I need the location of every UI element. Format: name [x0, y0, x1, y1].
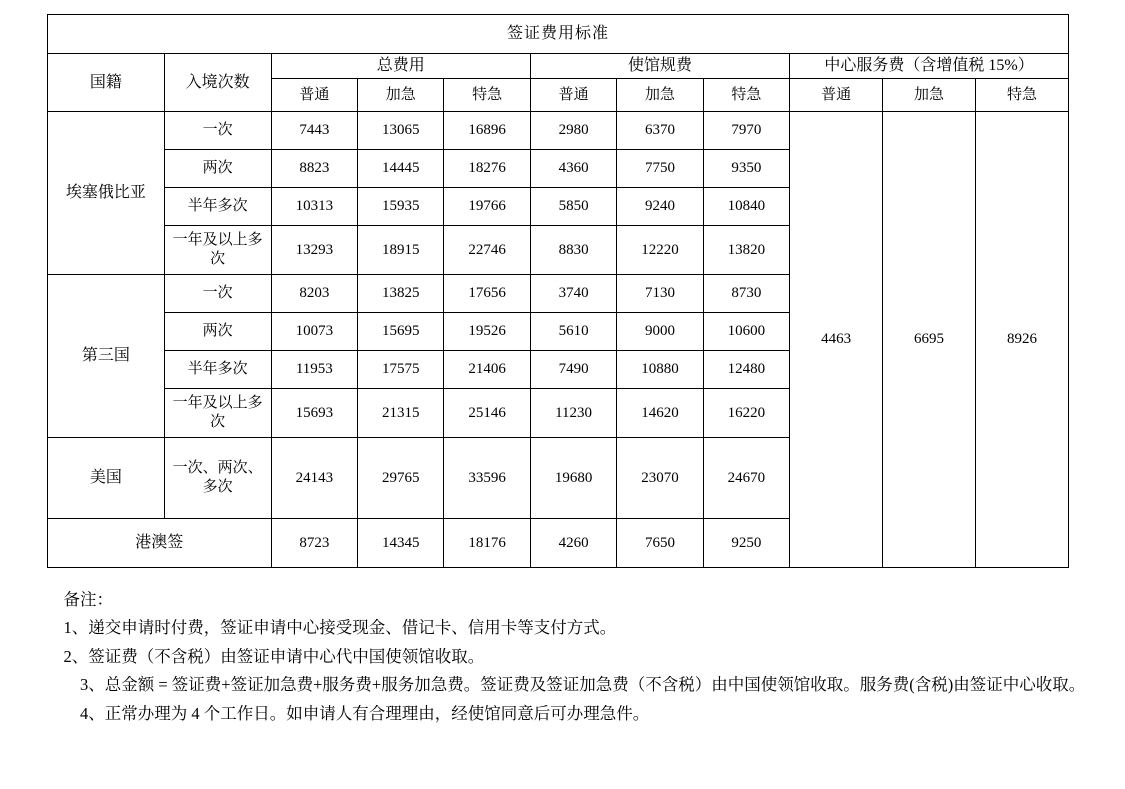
header-embassy-fee: 使馆规费 — [530, 54, 789, 79]
embassy-express: 23070 — [617, 438, 703, 519]
nationality-cell: 美国 — [48, 438, 165, 519]
embassy-normal: 19680 — [530, 438, 616, 519]
total-urgent: 19526 — [444, 313, 530, 351]
embassy-normal: 4360 — [530, 150, 616, 188]
total-normal: 8723 — [271, 519, 357, 568]
header-row-main — [48, 54, 1069, 79]
entries-cell: 一年及以上多次 — [164, 389, 271, 438]
entries-cell: 两次 — [164, 313, 271, 351]
total-express: 14445 — [358, 150, 444, 188]
entries-cell: 一次、两次、多次 — [164, 438, 271, 519]
embassy-urgent: 7970 — [703, 112, 789, 150]
embassy-express: 9240 — [617, 188, 703, 226]
visa-fee-table-wrapper — [47, 14, 1069, 568]
total-express: 15935 — [358, 188, 444, 226]
total-normal: 15693 — [271, 389, 357, 438]
embassy-express: 7130 — [617, 275, 703, 313]
total-urgent: 19766 — [444, 188, 530, 226]
header-center-urgent: 特急 — [975, 79, 1068, 112]
total-urgent: 18176 — [444, 519, 530, 568]
table-row — [48, 112, 1069, 150]
embassy-express: 9000 — [617, 313, 703, 351]
header-total-urgent: 特急 — [444, 79, 530, 112]
entries-cell: 一次 — [164, 275, 271, 313]
entries-cell: 一次 — [164, 112, 271, 150]
embassy-express: 7750 — [617, 150, 703, 188]
embassy-urgent: 10840 — [703, 188, 789, 226]
embassy-normal: 5610 — [530, 313, 616, 351]
total-normal: 7443 — [271, 112, 357, 150]
table-title: 签证费用标准 — [48, 15, 1069, 54]
embassy-normal: 7490 — [530, 351, 616, 389]
page-right-margin — [1110, 0, 1125, 789]
total-express: 29765 — [358, 438, 444, 519]
embassy-urgent: 16220 — [703, 389, 789, 438]
note-item-4: 4、正常办理为 4 个工作日。如申请人有合理理由，经使馆同意后可办理急件。 — [80, 703, 650, 723]
header-embassy-urgent: 特急 — [703, 79, 789, 112]
total-normal: 24143 — [271, 438, 357, 519]
embassy-normal: 5850 — [530, 188, 616, 226]
embassy-express: 7650 — [617, 519, 703, 568]
header-entries: 入境次数 — [164, 54, 271, 112]
embassy-express: 12220 — [617, 226, 703, 275]
center-fee-express: 6695 — [883, 112, 976, 568]
embassy-express: 10880 — [617, 351, 703, 389]
note-item-2: 2、签证费（不含税）由签证申请中心代中国使领馆收取。 — [63, 646, 485, 666]
entries-cell: 半年多次 — [164, 351, 271, 389]
center-fee-urgent: 8926 — [975, 112, 1068, 568]
total-normal: 10073 — [271, 313, 357, 351]
embassy-urgent: 12480 — [703, 351, 789, 389]
total-normal: 8203 — [271, 275, 357, 313]
embassy-normal: 3740 — [530, 275, 616, 313]
total-express: 17575 — [358, 351, 444, 389]
embassy-normal: 8830 — [530, 226, 616, 275]
embassy-express: 14620 — [617, 389, 703, 438]
total-urgent: 18276 — [444, 150, 530, 188]
total-urgent: 16896 — [444, 112, 530, 150]
entries-cell: 一年及以上多次 — [164, 226, 271, 275]
total-normal: 11953 — [271, 351, 357, 389]
center-fee-normal: 4463 — [790, 112, 883, 568]
notes-heading: 备注： — [63, 590, 113, 609]
header-center-fee: 中心服务费（含增值税 15%） — [790, 54, 1069, 79]
total-express: 13065 — [358, 112, 444, 150]
header-total-fee: 总费用 — [271, 54, 530, 79]
nationality-cell: 第三国 — [48, 275, 165, 438]
embassy-urgent: 10600 — [703, 313, 789, 351]
header-total-express: 加急 — [358, 79, 444, 112]
embassy-urgent: 24670 — [703, 438, 789, 519]
embassy-urgent: 9350 — [703, 150, 789, 188]
entries-cell: 两次 — [164, 150, 271, 188]
total-express: 14345 — [358, 519, 444, 568]
total-urgent: 17656 — [444, 275, 530, 313]
embassy-normal: 2980 — [530, 112, 616, 150]
nationality-cell: 港澳签 — [48, 519, 272, 568]
note-item-3: 3、总金额 = 签证费+签证加急费+服务费+服务加急费。签证费及签证加急费（不含税）由中国使领馆收取。服务费(含税)由签证中心收取。 — [80, 675, 1086, 695]
embassy-urgent: 9250 — [703, 519, 789, 568]
embassy-urgent: 8730 — [703, 275, 789, 313]
header-nationality: 国籍 — [48, 54, 165, 112]
total-urgent: 22746 — [444, 226, 530, 275]
notes-section — [47, 586, 1087, 728]
total-express: 13825 — [358, 275, 444, 313]
total-urgent: 21406 — [444, 351, 530, 389]
nationality-cell: 埃塞俄比亚 — [48, 112, 165, 275]
header-center-express: 加急 — [883, 79, 976, 112]
embassy-normal: 4260 — [530, 519, 616, 568]
total-express: 15695 — [358, 313, 444, 351]
total-normal: 13293 — [271, 226, 357, 275]
entries-cell: 半年多次 — [164, 188, 271, 226]
embassy-express: 6370 — [617, 112, 703, 150]
total-express: 18915 — [358, 226, 444, 275]
embassy-urgent: 13820 — [703, 226, 789, 275]
total-normal: 10313 — [271, 188, 357, 226]
embassy-normal: 11230 — [530, 389, 616, 438]
table-title-row — [48, 15, 1069, 54]
header-embassy-normal: 普通 — [530, 79, 616, 112]
header-total-normal: 普通 — [271, 79, 357, 112]
total-express: 21315 — [358, 389, 444, 438]
header-embassy-express: 加急 — [617, 79, 703, 112]
header-center-normal: 普通 — [790, 79, 883, 112]
visa-fee-table — [47, 14, 1069, 568]
total-urgent: 25146 — [444, 389, 530, 438]
total-normal: 8823 — [271, 150, 357, 188]
total-urgent: 33596 — [444, 438, 530, 519]
note-item-1: 1、递交申请时付费，签证申请中心接受现金、借记卡、信用卡等支付方式。 — [63, 618, 617, 638]
